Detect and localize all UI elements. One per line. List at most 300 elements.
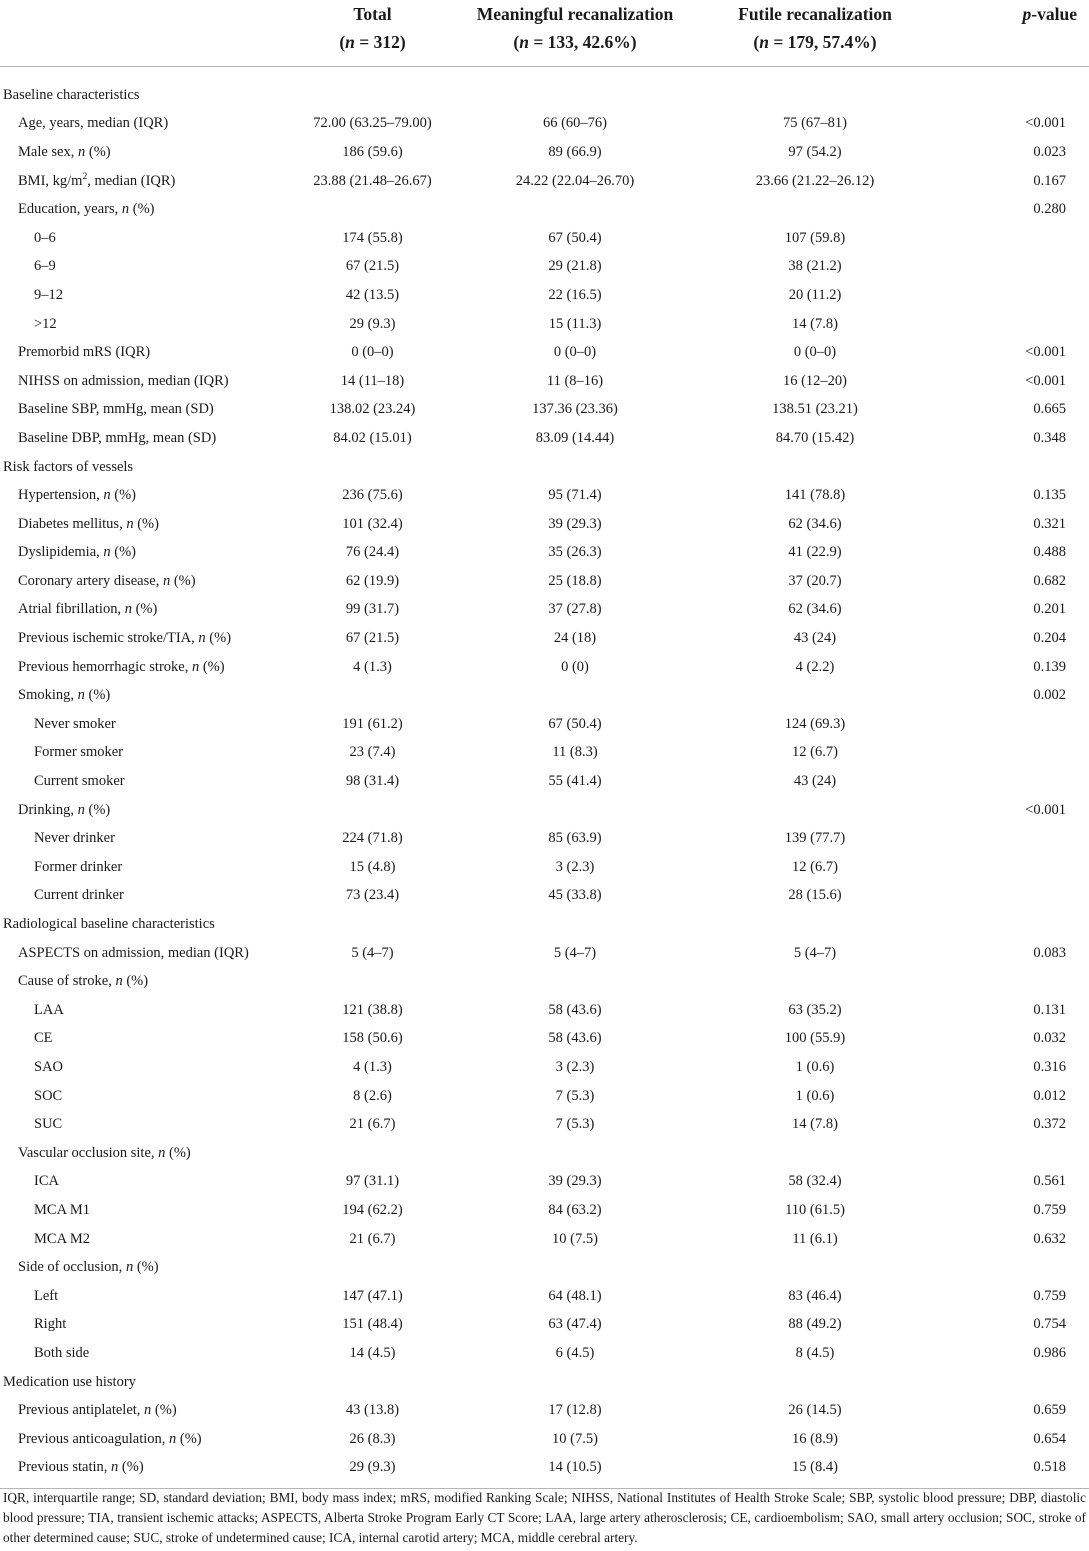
total-cell (290, 195, 455, 224)
total-cell: 21 (6.7) (349, 1230, 396, 1247)
meaningful-cell: 7 (5.3) (555, 1087, 595, 1104)
meaningful-cell: 39 (29.3) (548, 515, 602, 532)
meaningful-cell: 6 (4.5) (555, 1344, 595, 1361)
futile-cell: 124 (69.3) (784, 715, 846, 732)
row-label: BMI, $kg/m^2$, median (IQR) (18, 171, 176, 189)
futile-cell: 37 (20.7) (788, 572, 842, 589)
futile-cell: 1 (0.6) (795, 1058, 835, 1075)
p-value-cell: 0.759 (1033, 1287, 1066, 1304)
table-row (0, 739, 1089, 768)
total-cell: 76 (24.4) (345, 544, 400, 561)
total-cell: 5 (4–7) (351, 944, 394, 961)
total-cell: 151 (48.4) (342, 1316, 403, 1333)
meaningful-cell (455, 1139, 695, 1168)
total-cell: 99 (31.7) (345, 601, 400, 618)
futile-cell: 88 (49.2) (788, 1316, 842, 1333)
meaningful-cell: 85 (63.9) (548, 830, 602, 847)
table-row (0, 882, 1089, 911)
table-row (0, 138, 1089, 167)
p-value-cell: 0.986 (1033, 1344, 1066, 1361)
p-value-cell: 0.316 (1033, 1058, 1066, 1075)
futile-cell: 16 (8.9) (792, 1430, 838, 1447)
futile-cell (695, 796, 935, 825)
total-cell (290, 67, 455, 110)
header-label-cell (0, 0, 290, 28)
meaningful-cell (455, 910, 695, 939)
table-row (0, 567, 1089, 596)
p-value-cell (935, 1368, 1089, 1397)
row-label: Former drinker (34, 858, 123, 875)
p-value-cell: 0.204 (1033, 630, 1066, 647)
row-label: Baseline SBP, mmHg, mean (SD) (18, 401, 214, 418)
p-value-cell: 0.561 (1033, 1173, 1066, 1190)
meaningful-cell: 89 (66.9) (548, 143, 602, 160)
table-row (0, 1225, 1089, 1254)
table-row (0, 338, 1089, 367)
meaningful-cell: 67 (50.4) (548, 715, 602, 732)
meaningful-cell: 0 (0) (561, 658, 589, 675)
header-meaningful: Meaningful recanalization (476, 4, 674, 24)
futile-cell: 97 (54.2) (788, 143, 842, 160)
futile-cell: 83 (46.4) (788, 1287, 842, 1304)
header-meaningful-n: (n = 133, 42.6%) (455, 28, 695, 67)
meaningful-cell: 25 (18.8) (548, 572, 602, 589)
futile-cell (695, 1139, 935, 1168)
table-row (0, 1082, 1089, 1111)
futile-cell: 5 (4–7) (793, 944, 837, 961)
p-value-cell: 0.032 (1033, 1030, 1066, 1047)
futile-cell: 8 (4.5) (795, 1344, 835, 1361)
total-cell (290, 796, 455, 825)
row-label: Atrial fibrillation, n (%) (18, 601, 158, 618)
table-row (0, 1053, 1089, 1082)
header-futile-n: (n = 179, 57.4%) (695, 28, 935, 67)
p-value-cell: 0.682 (1033, 572, 1066, 589)
p-value-cell: <0.001 (1025, 344, 1066, 361)
header-p-blank (935, 28, 1089, 67)
p-value-cell: 0.002 (1033, 687, 1066, 704)
futile-cell: 1 (0.6) (795, 1087, 835, 1104)
p-value-cell: 0.659 (1033, 1402, 1066, 1419)
section-row (0, 1368, 1089, 1397)
meaningful-cell: 95 (71.4) (548, 487, 602, 504)
row-label: Current smoker (34, 773, 125, 790)
p-value-cell (935, 1139, 1089, 1168)
table-row (0, 996, 1089, 1025)
total-cell: 29 (9.3) (349, 315, 396, 332)
futile-cell: 43 (24) (793, 773, 837, 790)
futile-cell: 62 (34.6) (788, 601, 842, 618)
p-value-cell (935, 281, 1089, 310)
row-label: Side of occlusion, n (%) (18, 1259, 159, 1276)
futile-cell: 14 (7.8) (792, 1116, 838, 1133)
table-footnote: IQR, interquartile range; SD, standard deviation; BMI, body mass index; mRS, modified Ranking Scale; NIHSS, National Institutes of Health Stroke Scale; SBP, systolic blood pressure; DBP, diastolic blood pressure; TIA, transient ischemic attacks; ASPECTS, Alberta Stroke Program Early CT Score; LAA, large artery atherosclerosis; CE, cardioembolism; SAO, small artery occlusion; SOC, stroke of other determined cause; SUC, stroke of undetermined cause; ICA, internal carotid artery; MCA, middle cerebral artery. (3, 1490, 1086, 1545)
meaningful-cell: 39 (29.3) (548, 1173, 602, 1190)
p-value-cell: 0.518 (935, 1454, 1089, 1489)
table-row (0, 1425, 1089, 1454)
total-cell: 43 (13.8) (345, 1402, 400, 1419)
total-cell: 138.02 (23.24) (329, 401, 416, 418)
table-header (0, 0, 1089, 67)
row-label: CE (34, 1030, 53, 1047)
section-title: Radiological baseline characteristics (3, 916, 215, 933)
meaningful-cell (455, 453, 695, 482)
total-cell: 42 (13.5) (345, 286, 400, 303)
p-value-cell (935, 767, 1089, 796)
section-row (0, 67, 1089, 110)
row-label: Coronary artery disease, n (%) (18, 572, 196, 589)
total-cell: 186 (59.6) (342, 143, 403, 160)
futile-cell: 43 (24) (793, 630, 837, 647)
futile-cell: 84.70 (15.42) (775, 429, 855, 446)
p-value-cell (935, 67, 1089, 110)
p-value-cell (935, 967, 1089, 996)
row-label: Left (34, 1287, 59, 1304)
total-cell: 8 (2.6) (353, 1087, 392, 1104)
row-label: Education, years, n (%) (18, 201, 155, 218)
meaningful-cell: 137.36 (23.36) (532, 401, 618, 418)
meaningful-cell: 64 (48.1) (548, 1287, 602, 1304)
section-title: Baseline characteristics (3, 86, 140, 103)
futile-cell (695, 910, 935, 939)
total-cell: 26 (8.3) (349, 1430, 396, 1447)
meaningful-cell: 63 (47.4) (548, 1316, 602, 1333)
section-row (0, 910, 1089, 939)
futile-cell: 16 (12–20) (782, 372, 848, 389)
futile-cell: 0 (0–0) (793, 344, 837, 361)
table-row (0, 1110, 1089, 1139)
meaningful-cell: 58 (43.6) (548, 1030, 602, 1047)
total-cell (290, 967, 455, 996)
meaningful-cell (455, 796, 695, 825)
p-value-cell: <0.001 (1025, 372, 1066, 389)
table-row (0, 967, 1089, 996)
meaningful-cell: 24 (18) (553, 630, 597, 647)
table-row (0, 367, 1089, 396)
row-label: Previous antiplatelet, n (%) (18, 1402, 177, 1419)
futile-cell (695, 967, 935, 996)
meaningful-cell (455, 967, 695, 996)
row-label: Previous ischemic stroke/TIA, n (%) (18, 630, 232, 647)
table-row (0, 1196, 1089, 1225)
table-row (0, 1168, 1089, 1197)
futile-cell: 4 (2.2) (795, 658, 835, 675)
total-cell: 174 (55.8) (342, 229, 403, 246)
futile-cell: 20 (11.2) (788, 286, 842, 303)
p-value-cell (935, 882, 1089, 911)
table-row (0, 481, 1089, 510)
p-value-cell: 0.083 (1033, 944, 1066, 961)
p-value-cell (935, 824, 1089, 853)
row-label: SAO (34, 1058, 64, 1075)
total-cell: 224 (71.8) (342, 830, 403, 847)
row-label: MCA M1 (34, 1201, 91, 1218)
row-label: Vascular occlusion site, n (%) (18, 1144, 191, 1161)
p-value-cell: <0.001 (1025, 115, 1066, 132)
futile-cell: 100 (55.9) (784, 1030, 846, 1047)
total-cell: 15 (4.8) (349, 858, 396, 875)
total-cell: 191 (61.2) (342, 715, 403, 732)
total-cell (290, 910, 455, 939)
table-body (0, 67, 1089, 1489)
p-value-cell (935, 910, 1089, 939)
table-row (0, 824, 1089, 853)
p-value-cell: <0.001 (1025, 801, 1066, 818)
meaningful-cell (455, 1368, 695, 1397)
futile-cell (695, 195, 935, 224)
meaningful-cell: 45 (33.8) (548, 887, 602, 904)
row-label: >12 (34, 315, 57, 332)
row-label: Premorbid mRS (IQR) (18, 344, 151, 361)
p-value-cell: 0.754 (1033, 1316, 1066, 1333)
futile-cell: 141 (78.8) (784, 487, 846, 504)
table-row (0, 310, 1089, 339)
total-cell: 14 (4.5) (349, 1344, 396, 1361)
table-row (0, 510, 1089, 539)
row-label: Diabetes mellitus, n (%) (18, 515, 159, 532)
total-cell: 14 (11–18) (340, 372, 405, 389)
table-row (0, 396, 1089, 425)
row-label: Current drinker (34, 887, 124, 904)
header-label-cell-2 (0, 28, 290, 67)
total-cell (290, 681, 455, 710)
futile-cell: 58 (32.4) (788, 1173, 842, 1190)
header-total-n: (n = 312) (290, 28, 455, 67)
total-cell: 4 (1.3) (353, 1058, 392, 1075)
total-cell: 0 (0–0) (351, 344, 394, 361)
futile-cell: 14 (7.8) (792, 315, 838, 332)
meaningful-cell: 5 (4–7) (553, 944, 597, 961)
meaningful-cell: 83.09 (14.44) (535, 429, 615, 446)
meaningful-cell: 67 (50.4) (548, 229, 602, 246)
table-row (0, 539, 1089, 568)
total-cell: 4 (1.3) (353, 658, 392, 675)
table-row (0, 167, 1089, 196)
table-row (0, 1253, 1089, 1282)
table-row (0, 853, 1089, 882)
table-row (0, 767, 1089, 796)
table-row (0, 1396, 1089, 1425)
meaningful-cell (455, 1253, 695, 1282)
row-label: Dyslipidemia, n (%) (18, 544, 137, 561)
futile-cell: 11 (6.1) (792, 1230, 838, 1247)
futile-cell: 107 (59.8) (784, 229, 846, 246)
table-row (0, 195, 1089, 224)
table-row (0, 1339, 1089, 1368)
row-label: Both side (34, 1344, 90, 1361)
total-cell: 84.02 (15.01) (333, 429, 412, 446)
futile-cell: 23.66 (21.22–26.12) (755, 172, 875, 189)
row-label: MCA M2 (34, 1230, 91, 1247)
meaningful-cell: 3 (2.3) (555, 858, 595, 875)
p-value-cell: 0.012 (1033, 1087, 1066, 1104)
row-label: Cause of stroke, n (%) (18, 973, 149, 990)
meaningful-cell: 0 (0–0) (553, 344, 597, 361)
row-label: Never smoker (34, 715, 116, 732)
row-label: Age, years, median (IQR) (18, 115, 169, 132)
p-value-cell: 0.131 (1033, 1001, 1066, 1018)
p-value-cell: 0.632 (1033, 1230, 1066, 1247)
table-row (0, 424, 1089, 453)
total-cell: 194 (62.2) (342, 1201, 403, 1218)
meaningful-cell: 84 (63.2) (548, 1201, 602, 1218)
p-value-cell (935, 310, 1089, 339)
table-row (0, 281, 1089, 310)
header-futile: Futile recanalization (738, 4, 892, 24)
total-cell: 21 (6.7) (349, 1116, 396, 1133)
total-cell: 29 (9.3) (290, 1454, 455, 1489)
meaningful-cell: 24.22 (22.04–26.70) (515, 172, 635, 189)
row-label: Male sex, n (%) (18, 143, 111, 160)
total-cell: 98 (31.4) (345, 773, 400, 790)
table-row (0, 1454, 1089, 1489)
p-value-cell: 0.139 (1033, 658, 1066, 675)
meaningful-cell: 35 (26.3) (548, 544, 602, 561)
p-value-cell (935, 453, 1089, 482)
header-p-rest: -value (1031, 4, 1077, 24)
futile-cell: 12 (6.7) (792, 744, 838, 761)
table-row (0, 939, 1089, 968)
p-value-cell: 0.348 (1033, 429, 1066, 446)
p-value-cell (935, 710, 1089, 739)
row-label: 9–12 (34, 286, 63, 303)
meaningful-cell: 10 (7.5) (552, 1430, 598, 1447)
p-value-cell: 0.759 (1033, 1201, 1066, 1218)
row-label: ICA (34, 1173, 59, 1190)
futile-cell: 41 (22.9) (788, 544, 842, 561)
futile-cell (695, 453, 935, 482)
meaningful-cell: 7 (5.3) (555, 1116, 595, 1133)
meaningful-cell: 10 (7.5) (552, 1230, 598, 1247)
meaningful-cell (455, 67, 695, 110)
meaningful-cell (455, 681, 695, 710)
row-label: Baseline DBP, mmHg, mean (SD) (18, 429, 217, 446)
p-value-cell (935, 739, 1089, 768)
p-value-cell: 0.280 (1033, 201, 1066, 218)
table-row (0, 653, 1089, 682)
meaningful-cell: 11 (8.3) (552, 744, 598, 761)
total-cell: 72.00 (63.25–79.00) (313, 115, 432, 132)
row-label: Smoking, n (%) (18, 687, 111, 704)
row-label: SOC (34, 1087, 63, 1104)
total-cell (290, 453, 455, 482)
table-row (0, 596, 1089, 625)
futile-cell: 75 (67–81) (782, 115, 848, 132)
table-row (0, 224, 1089, 253)
section-title: Risk factors of vessels (3, 458, 134, 475)
row-label: Never drinker (34, 830, 115, 847)
meaningful-cell: 58 (43.6) (548, 1001, 602, 1018)
section-row (0, 453, 1089, 482)
futile-cell: 26 (14.5) (788, 1402, 842, 1419)
total-cell (290, 1368, 455, 1397)
row-label: 0–6 (34, 229, 56, 246)
section-title: Medication use history (3, 1373, 136, 1390)
row-label: ASPECTS on admission, median (IQR) (18, 944, 249, 961)
header-total: Total (353, 4, 392, 24)
total-cell: 73 (23.4) (345, 887, 400, 904)
total-cell: 101 (32.4) (342, 515, 403, 532)
header-p-italic: p (1022, 4, 1032, 24)
table-row (0, 1311, 1089, 1340)
meaningful-cell: 66 (60–76) (542, 115, 608, 132)
row-label: Right (34, 1316, 67, 1333)
row-label: Previous statin, n (%) (0, 1454, 290, 1489)
table-row (0, 1025, 1089, 1054)
meaningful-cell: 15 (11.3) (548, 315, 602, 332)
total-cell: 62 (19.9) (345, 572, 400, 589)
p-value-cell: 0.023 (1033, 143, 1066, 160)
futile-cell: 28 (15.6) (788, 887, 842, 904)
total-cell: 121 (38.8) (342, 1001, 403, 1018)
meaningful-cell: 3 (2.3) (555, 1058, 595, 1075)
total-cell: 236 (75.6) (342, 487, 403, 504)
p-value-cell: 0.167 (1033, 172, 1066, 189)
row-label: NIHSS on admission, median (IQR) (18, 372, 229, 389)
futile-cell: 139 (77.7) (784, 830, 846, 847)
p-value-cell: 0.654 (1033, 1430, 1066, 1447)
row-label: Hypertension, n (%) (18, 487, 136, 504)
p-value-cell: 0.201 (1033, 601, 1066, 618)
futile-cell: 12 (6.7) (792, 858, 838, 875)
futile-cell (695, 67, 935, 110)
total-cell: 67 (21.5) (345, 258, 400, 275)
table-row (0, 1139, 1089, 1168)
row-label: Former smoker (34, 744, 123, 761)
futile-cell: 15 (8.4) (695, 1454, 935, 1489)
meaningful-cell: 22 (16.5) (548, 286, 602, 303)
futile-cell: 62 (34.6) (788, 515, 842, 532)
futile-cell (695, 1253, 935, 1282)
futile-cell: 63 (35.2) (788, 1001, 842, 1018)
meaningful-cell: 55 (41.4) (548, 773, 602, 790)
row-label: LAA (34, 1001, 64, 1018)
p-value-cell (935, 853, 1089, 882)
total-cell (290, 1253, 455, 1282)
meaningful-cell: 37 (27.8) (548, 601, 602, 618)
futile-cell: 138.51 (23.21) (772, 401, 858, 418)
row-label: Drinking, n (%) (18, 801, 111, 818)
total-cell (290, 1139, 455, 1168)
p-value-cell (935, 224, 1089, 253)
row-label: SUC (34, 1116, 63, 1133)
table-row (0, 796, 1089, 825)
table-row (0, 110, 1089, 139)
total-cell: 158 (50.6) (342, 1030, 403, 1047)
table-row (0, 681, 1089, 710)
futile-cell: 38 (21.2) (788, 258, 842, 275)
row-label: Previous hemorrhagic stroke, n (%) (18, 658, 225, 675)
meaningful-cell: 29 (21.8) (548, 258, 602, 275)
total-cell: 67 (21.5) (345, 630, 400, 647)
total-cell: 147 (47.1) (342, 1287, 403, 1304)
total-cell: 23 (7.4) (349, 744, 396, 761)
p-value-cell (935, 1253, 1089, 1282)
meaningful-cell: 11 (8–16) (546, 372, 604, 389)
total-cell: 23.88 (21.48–26.67) (313, 172, 432, 189)
meaningful-cell (455, 195, 695, 224)
futile-cell (695, 1368, 935, 1397)
header-p-value (935, 0, 1089, 28)
table-row (0, 624, 1089, 653)
p-value-cell: 0.488 (1033, 544, 1066, 561)
p-value-cell: 0.665 (1033, 401, 1066, 418)
table-row (0, 253, 1089, 282)
p-value-cell: 0.372 (1033, 1116, 1066, 1133)
row-label: 6–9 (34, 258, 56, 275)
p-value-cell: 0.321 (1033, 515, 1066, 532)
meaningful-cell: 17 (12.8) (548, 1402, 602, 1419)
